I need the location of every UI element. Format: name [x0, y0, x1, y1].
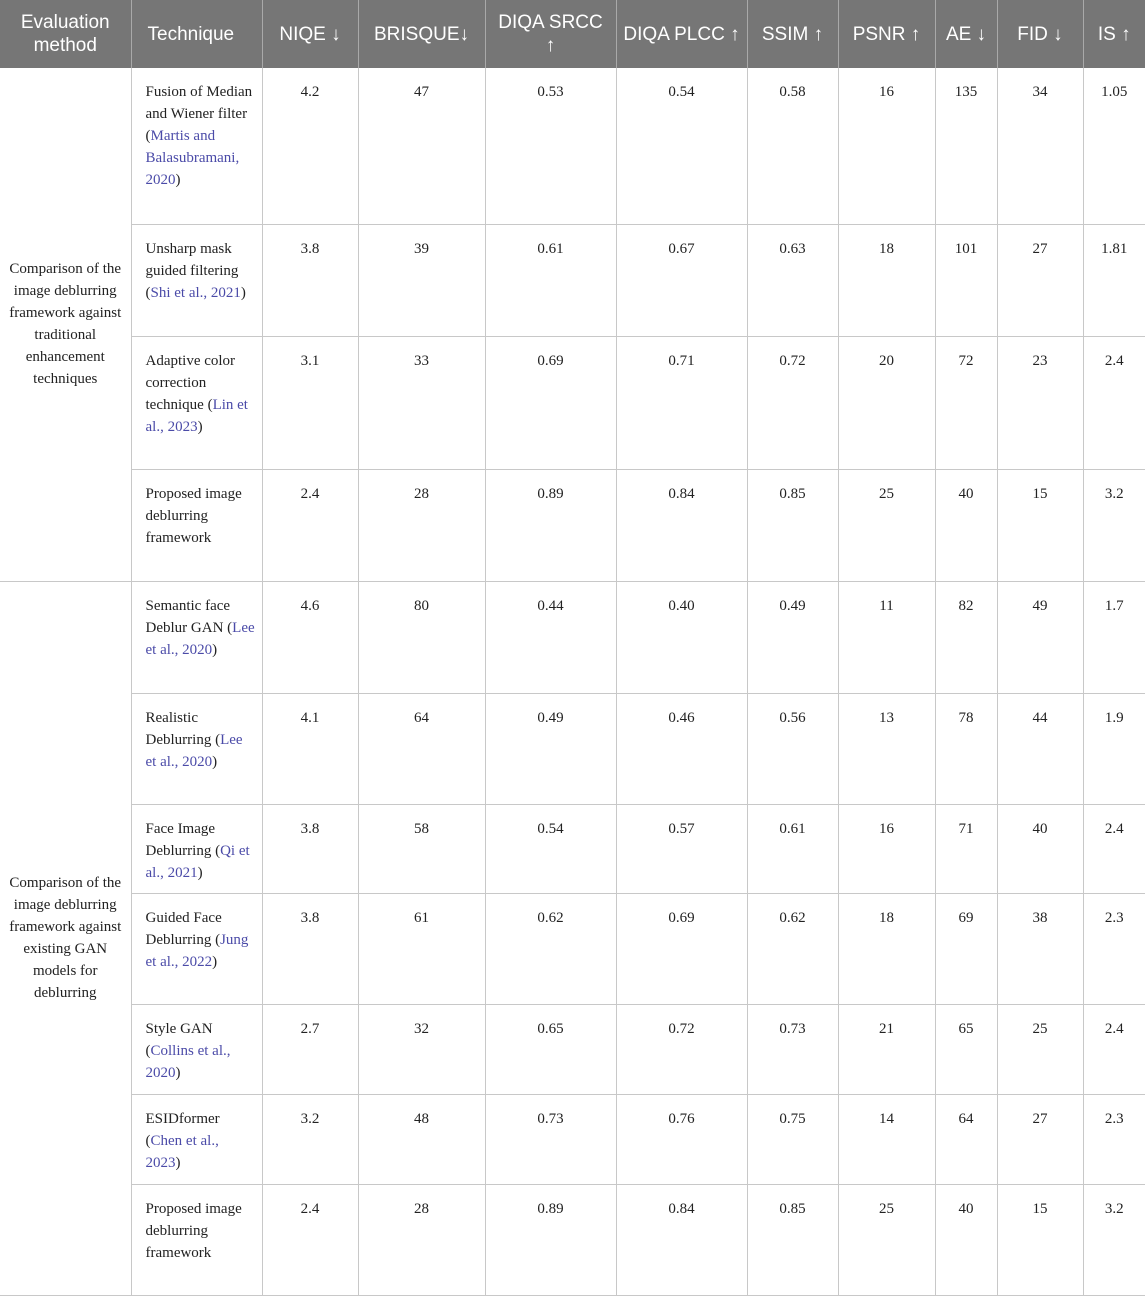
header-technique: Technique	[131, 0, 262, 68]
metric-value: 0.49	[747, 581, 838, 693]
metric-value: 2.4	[262, 469, 358, 581]
metric-value: 25	[838, 1184, 935, 1295]
metric-value: 3.8	[262, 893, 358, 1004]
metric-value: 40	[935, 469, 997, 581]
metric-value: 1.9	[1083, 693, 1145, 804]
metric-value: 0.65	[485, 1004, 616, 1094]
metric-value: 0.62	[747, 893, 838, 1004]
metric-value: 32	[358, 1004, 485, 1094]
metric-value: 0.54	[485, 804, 616, 893]
technique-cell: Adaptive color correction technique (Lin et al., 2023)	[131, 336, 262, 469]
citation-link[interactable]: Jung et al., 2022	[145, 931, 249, 970]
metric-value: 40	[935, 1184, 997, 1295]
table-row	[0, 1094, 1145, 1184]
citation-link[interactable]: Lee et al., 2020	[145, 731, 243, 770]
metric-value: 3.1	[262, 336, 358, 469]
metric-value: 0.63	[747, 224, 838, 336]
metric-value: 39	[358, 224, 485, 336]
metric-value: 0.72	[747, 336, 838, 469]
table-row	[0, 469, 1145, 581]
technique-name: Semantic face Deblur GAN	[145, 597, 231, 636]
metric-value: 20	[838, 336, 935, 469]
technique-name: Style GAN	[145, 1020, 213, 1037]
metric-value: 0.62	[485, 893, 616, 1004]
metric-value: 0.72	[616, 1004, 747, 1094]
technique-cell: Realistic Deblurring (Lee et al., 2020)	[131, 693, 262, 804]
metric-value: 0.46	[616, 693, 747, 804]
metric-value: 101	[935, 224, 997, 336]
table-row	[0, 1184, 1145, 1295]
technique-name: Unsharp mask guided filtering	[145, 240, 239, 279]
metric-value: 14	[838, 1094, 935, 1184]
technique-cell: Fusion of Median and Wiener filter (Martis and Balasubramani, 2020)	[131, 68, 262, 224]
header-evaluation-method: Evaluation method	[0, 0, 131, 68]
table-row	[0, 581, 1145, 693]
metric-value: 0.54	[616, 68, 747, 224]
header-niqe: NIQE ↓	[262, 0, 358, 68]
technique-name: Proposed image deblurring framework	[145, 1200, 242, 1261]
header-diqa-srcc: DIQA SRCC ↑	[485, 0, 616, 68]
metric-value: 0.40	[616, 581, 747, 693]
metric-value: 58	[358, 804, 485, 893]
citation-link[interactable]: Qi et al., 2021	[145, 842, 250, 881]
metric-value: 80	[358, 581, 485, 693]
metric-value: 3.2	[262, 1094, 358, 1184]
citation-link[interactable]: Collins et al., 2020	[145, 1042, 231, 1081]
metric-value: 3.8	[262, 804, 358, 893]
metric-value: 18	[838, 893, 935, 1004]
metric-value: 0.76	[616, 1094, 747, 1184]
metric-value: 1.05	[1083, 68, 1145, 224]
technique-cell: Unsharp mask guided filtering (Shi et al., 2021)	[131, 224, 262, 336]
evaluation-method-cell: Comparison of the image deblurring framework against existing GAN models for deblurring	[0, 581, 131, 1295]
metric-value: 15	[997, 469, 1083, 581]
technique-name: Adaptive color correction technique	[145, 352, 236, 413]
citation-link[interactable]: Lin et al., 2023	[145, 396, 248, 435]
table-body	[0, 68, 1145, 1295]
metric-value: 23	[997, 336, 1083, 469]
technique-cell: Guided Face Deblurring (Jung et al., 2022)	[131, 893, 262, 1004]
metric-value: 0.69	[485, 336, 616, 469]
header-is: IS ↑	[1083, 0, 1145, 68]
metric-value: 2.4	[262, 1184, 358, 1295]
metric-value: 0.49	[485, 693, 616, 804]
metric-value: 0.57	[616, 804, 747, 893]
header-ssim: SSIM ↑	[747, 0, 838, 68]
metric-value: 2.7	[262, 1004, 358, 1094]
metric-value: 61	[358, 893, 485, 1004]
metric-value: 40	[997, 804, 1083, 893]
metric-value: 34	[997, 68, 1083, 224]
metric-value: 1.7	[1083, 581, 1145, 693]
metric-value: 25	[997, 1004, 1083, 1094]
metric-value: 0.71	[616, 336, 747, 469]
technique-cell: Semantic face Deblur GAN (Lee et al., 2020)	[131, 581, 262, 693]
technique-cell	[131, 469, 262, 581]
metric-value: 25	[838, 469, 935, 581]
metric-value: 69	[935, 893, 997, 1004]
metric-value: 0.44	[485, 581, 616, 693]
metric-value: 0.89	[485, 469, 616, 581]
metric-value: 71	[935, 804, 997, 893]
header-fid: FID ↓	[997, 0, 1083, 68]
header-ae: AE ↓	[935, 0, 997, 68]
technique-cell	[131, 1184, 262, 1295]
header-diqa-plcc: DIQA PLCC ↑	[616, 0, 747, 68]
evaluation-method-cell: Comparison of the image deblurring framework against traditional enhancement techniques	[0, 68, 131, 581]
metric-value: 4.6	[262, 581, 358, 693]
metric-value: 28	[358, 469, 485, 581]
technique-name: ESIDformer	[145, 1110, 220, 1127]
metric-value: 0.56	[747, 693, 838, 804]
metric-value: 2.3	[1083, 893, 1145, 1004]
metric-value: 2.4	[1083, 336, 1145, 469]
metric-value: 0.85	[747, 1184, 838, 1295]
header-brisque: BRISQUE↓	[358, 0, 485, 68]
metric-value: 16	[838, 804, 935, 893]
metric-value: 44	[997, 693, 1083, 804]
metric-value: 64	[935, 1094, 997, 1184]
metric-value: 3.2	[1083, 1184, 1145, 1295]
metric-value: 3.8	[262, 224, 358, 336]
table-row	[0, 893, 1145, 1004]
metric-value: 21	[838, 1004, 935, 1094]
metric-value: 28	[358, 1184, 485, 1295]
technique-name: Realistic Deblurring	[145, 709, 212, 748]
metric-value: 65	[935, 1004, 997, 1094]
metric-value: 0.67	[616, 224, 747, 336]
table-row	[0, 224, 1145, 336]
metric-value: 0.58	[747, 68, 838, 224]
table-row	[0, 336, 1145, 469]
metric-value: 47	[358, 68, 485, 224]
table-row	[0, 693, 1145, 804]
metric-value: 0.53	[485, 68, 616, 224]
table-row	[0, 1004, 1145, 1094]
metric-value: 15	[997, 1184, 1083, 1295]
metric-value: 2.4	[1083, 804, 1145, 893]
metric-value: 2.4	[1083, 1004, 1145, 1094]
technique-cell: ESIDformer (Chen et al., 2023)	[131, 1094, 262, 1184]
metric-value: 0.84	[616, 1184, 747, 1295]
metric-value: 0.73	[747, 1004, 838, 1094]
metric-value: 0.61	[747, 804, 838, 893]
header-psnr: PSNR ↑	[838, 0, 935, 68]
metric-value: 3.2	[1083, 469, 1145, 581]
metric-value: 27	[997, 1094, 1083, 1184]
metric-value: 1.81	[1083, 224, 1145, 336]
metric-value: 135	[935, 68, 997, 224]
metric-value: 18	[838, 224, 935, 336]
metric-value: 49	[997, 581, 1083, 693]
technique-cell: Style GAN (Collins et al., 2020)	[131, 1004, 262, 1094]
metric-value: 13	[838, 693, 935, 804]
citation-link[interactable]: Chen et al., 2023	[145, 1132, 219, 1171]
technique-name: Guided Face Deblurring	[145, 909, 222, 948]
metric-value: 4.2	[262, 68, 358, 224]
metric-value: 82	[935, 581, 997, 693]
table-row	[0, 68, 1145, 224]
technique-name: Face Image Deblurring	[145, 820, 216, 859]
metric-value: 4.1	[262, 693, 358, 804]
metric-value: 33	[358, 336, 485, 469]
header-row	[0, 0, 1145, 68]
metric-value: 16	[838, 68, 935, 224]
metric-value: 11	[838, 581, 935, 693]
metric-value: 48	[358, 1094, 485, 1184]
metric-value: 64	[358, 693, 485, 804]
metric-value: 0.61	[485, 224, 616, 336]
technique-name: Proposed image deblurring framework	[145, 485, 242, 546]
metric-value: 0.84	[616, 469, 747, 581]
metric-value: 0.85	[747, 469, 838, 581]
metric-value: 0.75	[747, 1094, 838, 1184]
technique-cell: Face Image Deblurring (Qi et al., 2021)	[131, 804, 262, 893]
metric-value: 0.89	[485, 1184, 616, 1295]
metric-value: 78	[935, 693, 997, 804]
metric-value: 0.69	[616, 893, 747, 1004]
technique-name: Fusion of Median and Wiener filter	[145, 84, 253, 122]
metric-value: 72	[935, 336, 997, 469]
citation-link[interactable]: Martis and Balasubramani, 2020	[145, 128, 240, 188]
metric-value: 27	[997, 224, 1083, 336]
citation-link[interactable]: Lee et al., 2020	[145, 619, 255, 658]
citation-link[interactable]: Shi et al., 2021	[150, 284, 241, 301]
metric-value: 0.73	[485, 1094, 616, 1184]
metric-value: 38	[997, 893, 1083, 1004]
metric-value: 2.3	[1083, 1094, 1145, 1184]
table-row	[0, 804, 1145, 893]
